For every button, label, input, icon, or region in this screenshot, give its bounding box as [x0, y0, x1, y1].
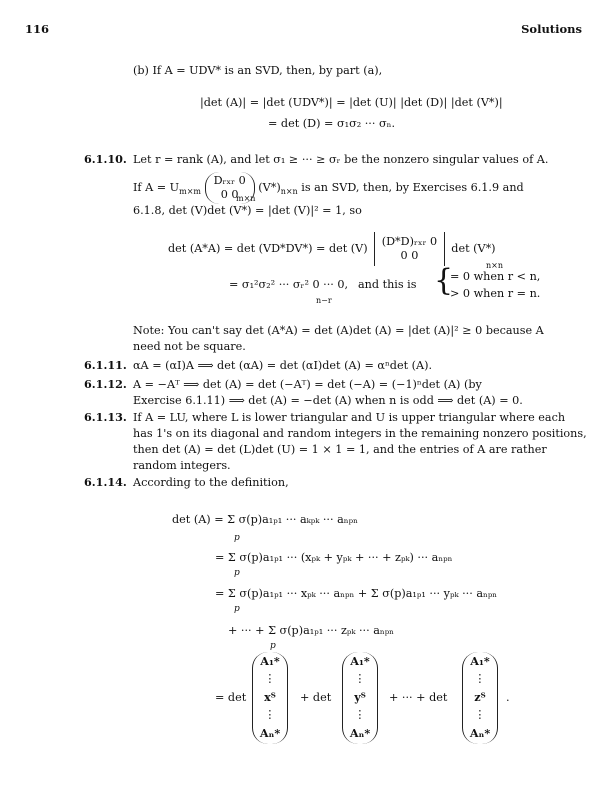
part-b-intro: (b) If A = UDV* is an SVD, then, by part (a),: [133, 64, 383, 77]
d-matrix-top: Dᵣₓᵣ 0: [213, 174, 246, 187]
dd-block-matrix: [382, 235, 437, 263]
matrix-z-row-2: ⋮: [474, 672, 486, 685]
exercise-6-1-10-line-1: Let r = rank (A), and let σ₁ ≥ ··· ≥ σᵣ be the nonzero singular values of A.: [133, 153, 549, 166]
exercise-6-1-12-line-2: Exercise 6.1.11) ⟹ det (A) = −det (A) when n is odd ⟹ det (A) = 0.: [133, 394, 523, 407]
final-period: .: [506, 691, 510, 704]
note-line-1: Note: You can't say det (A*A) = det (A)det (A) = |det (A)|² ≥ 0 because A: [133, 324, 544, 337]
expansion-line-3: = Σ σ(p)a₁ₚ₁ ··· xₚₖ ··· aₙₚₙ + Σ σ(p)a₁ₚ₁ ··· yₚₖ ··· aₙₚₙ: [215, 587, 498, 600]
plus-det-1: + det: [300, 691, 332, 704]
exercise-6-1-13-line-1: If A = LU, where L is lower triangular and U is upper triangular where each: [133, 411, 566, 424]
matrix-y-row-5: Aₙ*: [349, 726, 371, 740]
matrix-x-row-3: xᵀ: [264, 690, 276, 704]
matrix-y-row-2: ⋮: [354, 672, 366, 685]
matrix-x-row-2: ⋮: [264, 672, 276, 685]
det-ata-lhs: det (A*A) = det (VD*DV*) = det (V): [168, 242, 368, 255]
det-bar-right: [444, 232, 445, 266]
and-this-is: and this is: [358, 278, 417, 291]
expansion-line-4: + ··· + Σ σ(p)a₁ₚ₁ ··· zₚₖ ··· aₙₚₙ: [228, 624, 395, 637]
cases-brace: {: [434, 263, 454, 298]
sum-index-3: p: [234, 604, 240, 614]
matrix-y-row-4: ⋮: [354, 708, 366, 721]
note-line-2: need not be square.: [133, 340, 246, 353]
exercise-6-1-13-line-4: random integers.: [133, 459, 231, 472]
matrix-z-row-3: zᵀ: [474, 690, 486, 704]
matrix-z: [462, 652, 498, 744]
matrix-x-row-5: Aₙ*: [259, 726, 281, 740]
d-matrix-subscript: m×n: [236, 194, 256, 203]
exercise-6-1-10-line-3: 6.1.8, det (V)det (V*) = |det (V)|² = 1, so: [133, 204, 362, 217]
exercise-label-6-1-11: 6.1.11.: [84, 358, 127, 372]
singular-product: = σ₁²σ₂² ··· σᵣ² 0 ··· 0,: [229, 278, 349, 291]
exercise-6-1-13-line-3: then det (A) = det (L)det (U) = 1 × 1 = 1, and the entries of A are rather: [133, 443, 547, 456]
det-ata-equation: [168, 232, 496, 266]
case-r-less-n: = 0 when r < n,: [450, 270, 541, 283]
exercise-label-6-1-14: 6.1.14.: [84, 475, 127, 489]
det-bar-left: [374, 232, 375, 266]
sum-index-1: p: [234, 533, 240, 543]
exercise-label-6-1-13: 6.1.13.: [84, 410, 127, 424]
v-star-factor: (V*): [258, 181, 281, 194]
exercise-label-6-1-12: 6.1.12.: [84, 377, 127, 391]
v-star-subscript: n×n: [280, 187, 298, 197]
det-prefix: = det: [215, 691, 247, 704]
exercise-6-1-12-line-1: A = −Aᵀ ⟹ det (A) = det (−Aᵀ) = det (−A) = (−1)ⁿdet (A) (by: [133, 378, 482, 391]
page-number: 116: [25, 22, 50, 36]
matrix-x: [252, 652, 288, 744]
matrix-y-row-1: A₁*: [350, 654, 370, 668]
exercise-6-1-13-line-2: has 1's on its diagonal and random integers in the remaining nonzero positions,: [133, 427, 587, 440]
sum-index-4: p: [270, 641, 276, 651]
svd-u-subscript: m×m: [179, 187, 201, 197]
svd-continuation: is an SVD, then, by Exercises 6.1.9 and: [301, 181, 524, 194]
d-matrix-bottom: 0 0: [220, 188, 239, 201]
exercise-6-1-14-line-1: According to the definition,: [133, 476, 289, 489]
expansion-line-2: = Σ σ(p)a₁ₚ₁ ··· (xₚₖ + yₚₖ + ··· + zₚₖ) ··· aₙₚₙ: [215, 551, 453, 564]
sum-index-2: p: [234, 568, 240, 578]
zero-count-underbrace: n−r: [316, 296, 332, 305]
dd-matrix-top: (D*D)ᵣₓᵣ 0: [381, 235, 438, 248]
matrix-y-row-3: yᵀ: [354, 690, 366, 704]
plus-dots-det: + ··· + det: [389, 691, 448, 704]
exercise-6-1-10-line-2: [133, 172, 524, 204]
matrix-z-row-5: Aₙ*: [469, 726, 491, 740]
exercise-label-6-1-10: 6.1.10.: [84, 152, 127, 166]
matrix-y: [342, 652, 378, 744]
part-b-equation-2: = det (D) = σ₁σ₂ ··· σₙ.: [268, 117, 396, 130]
svd-prefix: If A = U: [133, 181, 180, 194]
matrix-x-row-4: ⋮: [264, 708, 276, 721]
exercise-6-1-11-text: αA = (αI)A ⟹ det (αA) = det (αI)det (A) = αⁿdet (A).: [133, 359, 432, 372]
matrix-z-row-4: ⋮: [474, 708, 486, 721]
dd-matrix-bottom: 0 0: [400, 249, 419, 262]
det-v-star: det (V*): [451, 242, 496, 255]
case-r-equals-n: > 0 when r = n.: [450, 287, 541, 300]
part-b-equation-1: |det (A)| = |det (UDV*)| = |det (U)| |det (D)| |det (V*)|: [200, 96, 503, 109]
matrix-x-row-1: A₁*: [260, 654, 280, 668]
expansion-line-1: det (A) = Σ σ(p)a₁ₚ₁ ··· aₖₚₖ ··· aₙₚₙ: [172, 513, 358, 526]
matrix-z-row-1: A₁*: [470, 654, 490, 668]
running-header: Solutions: [521, 22, 582, 36]
dd-matrix-subscript: n×n: [486, 261, 504, 270]
